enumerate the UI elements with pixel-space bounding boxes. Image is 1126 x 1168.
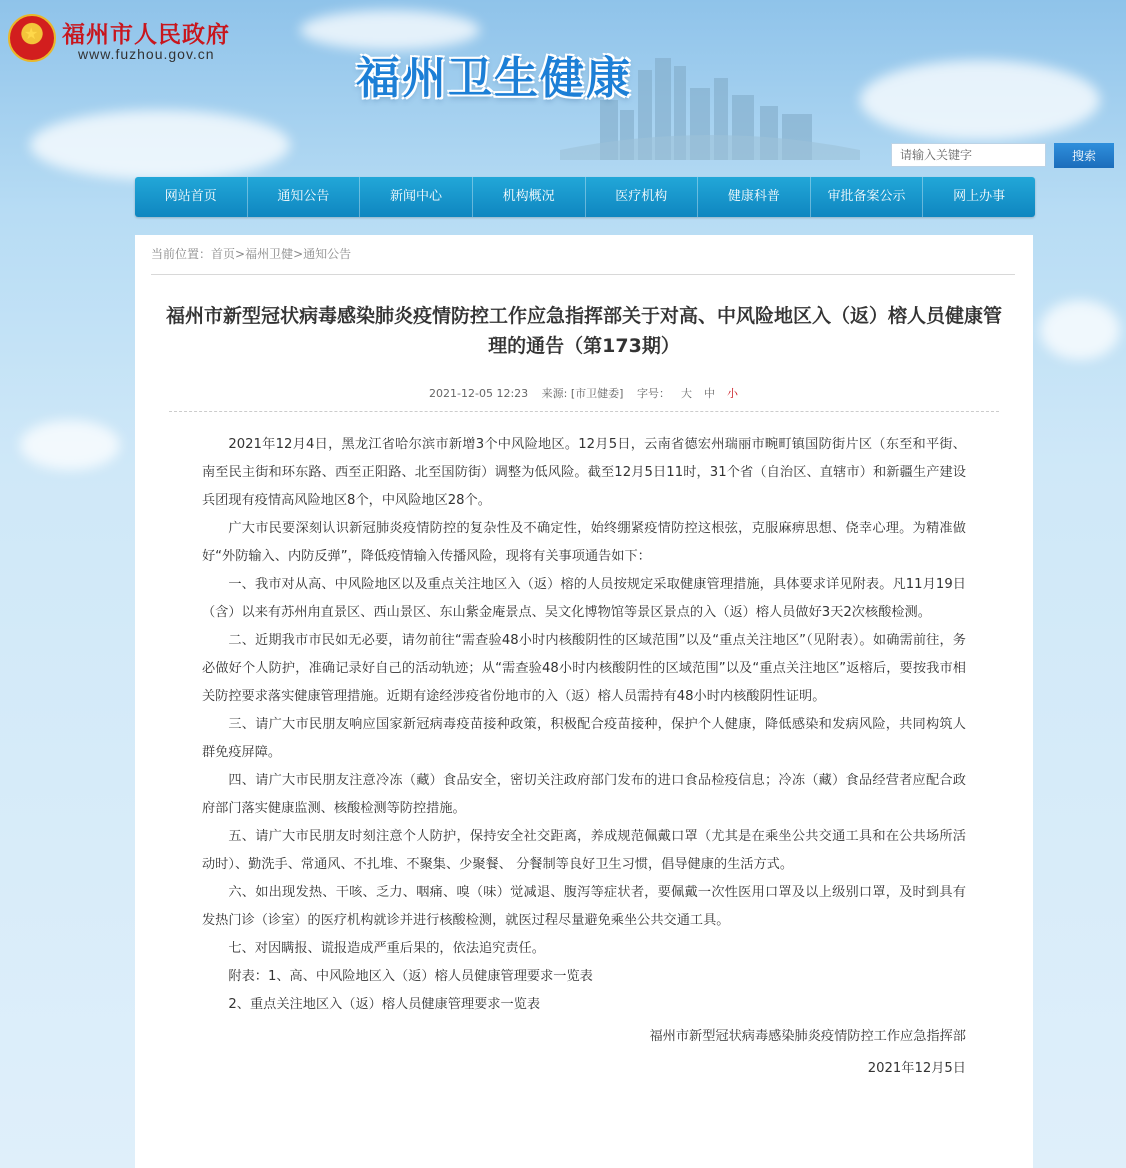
attachment-link-1[interactable]: 附表：1、高、中风险地区入（返）榕人员健康管理要求一览表 [228,969,593,984]
breadcrumb-home-link[interactable]: 首页 [211,247,236,261]
site-title: 福州卫生健康 [356,53,632,104]
article-paragraph: 二、近期我市市民如无必要，请勿前往“需查验48小时内核酸阴性的区域范围”以及“重点关注地区”（见附表）。如确需前往，务必做好个人防护，准确记录好自己的活动轨迹；从“需查验48小时内核酸阴性的区域范围”以及“重点关注地区”返榕后，要按我市相关防控要求落实健康管理措施。近期有途经涉疫省份地市的入（返）榕人员需持有48小时内核酸阴性证明。 [202,633,966,704]
nav-item-notices[interactable]: 通知公告 [248,177,361,217]
article-paragraph: 一、我市对从高、中风险地区以及重点关注地区入（返）榕的人员按规定采取健康管理措施，具体要求详见附表。凡11月19日（含）以来有苏州甪直景区、西山景区、东山紫金庵景点、吴文化博物馆等景区景点的入（返）榕人员做好3天2次核酸检测。 [202,577,966,620]
font-size-medium-link[interactable]: 中 [703,387,715,400]
article-paragraph: 五、请广大市民朋友时刻注意个人防护，保持安全社交距离，养成规范佩戴口罩（尤其是在乘坐公共交通工具和在公共场所活动时）、勤洗手、常通风、不扎堆、不聚集、少聚餐、 分餐制等良好卫生习惯，倡导健康的生活方式。 [202,829,966,872]
cloud-decoration [1040,300,1120,360]
nav-item-home[interactable]: 网站首页 [135,177,248,217]
font-size-small-link[interactable]: 小 [726,387,738,400]
divider [169,411,999,412]
article-title: 福州市新型冠状病毒感染肺炎疫情防控工作应急指挥部关于对高、中风险地区入（返）榕人员健康管理的通告（第173期） [165,305,1002,357]
national-emblem-icon [8,14,56,62]
article-paragraph: 2021年12月4日，黑龙江省哈尔滨市新增3个中风险地区。12月5日，云南省德宏州瑞丽市畹町镇国防街片区（东至和平街、南至民主街和环东路、西至正阳路、北至国防街）调整为低风险。截至12月5日11时，31个省（自治区、直辖市）和新疆生产建设兵团现有疫情高风险地区8个，中风险地区28个。 [202,437,966,508]
signature-org: 福州市新型冠状病毒感染肺炎疫情防控工作应急指挥部 [649,1029,966,1044]
article-source [542,387,624,400]
nav-item-hospitals[interactable]: 医疗机构 [586,177,699,217]
divider [151,274,1015,275]
article-paragraph: 广大市民要深刻认识新冠肺炎疫情防控的复杂性及不确定性，始终绷紧疫情防控这根弦，克服麻痹思想、侥幸心理。为精准做好“外防输入、内防反弹”，降低疫情输入传播风险，现将有关事项通告如下： [202,521,966,564]
nav-item-online-service[interactable]: 网上办事 [953,189,1006,204]
font-size-label: 字号： [636,387,670,400]
font-size-large-link[interactable]: 大 [680,387,692,400]
search-button[interactable]: 搜索 [1054,143,1114,168]
signature-date: 2021年12月5日 [867,1061,966,1076]
article-container [135,235,1033,1168]
article-meta [135,385,1033,401]
site-header [0,0,1126,178]
source-value: [市卫健委] [570,387,624,400]
article-date: 2021-12-05 12:23 [429,387,529,400]
article-paragraph: 四、请广大市民朋友注意冷冻（藏）食品安全，密切关注政府部门发布的进口食品检疫信息；冷冻（藏）食品经营者应配合政府部门落实健康监测、核酸检测等防控措施。 [202,773,966,816]
article-paragraph: 六、如出现发热、干咳、乏力、咽痛、嗅（味）觉减退、腹泻等症状者，要佩戴一次性医用口罩及以上级别口罩，及时到具有发热门诊（诊室）的医疗机构就诊并进行核酸检测，就医过程尽量避免乘坐公共交通工具。 [202,885,966,928]
nav-item-news[interactable]: 新闻中心 [360,177,473,217]
gov-url: www.fuzhou.gov.cn [78,46,215,62]
gov-name: 福州市人民政府 [62,22,230,48]
breadcrumb-prefix: 当前位置： [151,247,212,261]
breadcrumb-notices-link[interactable]: 通知公告 [303,247,352,261]
nav-item-approvals[interactable]: 审批备案公示 [811,177,924,217]
breadcrumb-separator: > [235,247,246,261]
search-input[interactable] [891,143,1046,167]
cloud-decoration [20,420,120,470]
article-body [202,431,966,1083]
breadcrumb-health-link[interactable]: 福州卫健 [245,247,294,261]
attachment-link-2[interactable]: 2、重点关注地区入（返）榕人员健康管理要求一览表 [228,997,541,1012]
article-paragraph: 七、对因瞒报、谎报造成严重后果的，依法追究责任。 [228,941,545,956]
breadcrumb-separator: > [293,247,304,261]
breadcrumb [151,245,351,262]
nav-item-about[interactable]: 机构概况 [473,177,586,217]
source-label: 来源: [541,387,568,400]
gov-logo-link[interactable] [8,14,248,70]
nav-item-health-science[interactable]: 健康科普 [698,177,811,217]
article-paragraph: 三、请广大市民朋友响应国家新冠病毒疫苗接种政策，积极配合疫苗接种，保护个人健康，降低感染和发病风险，共同构筑人群免疫屏障。 [202,717,966,760]
main-nav [135,177,1035,217]
